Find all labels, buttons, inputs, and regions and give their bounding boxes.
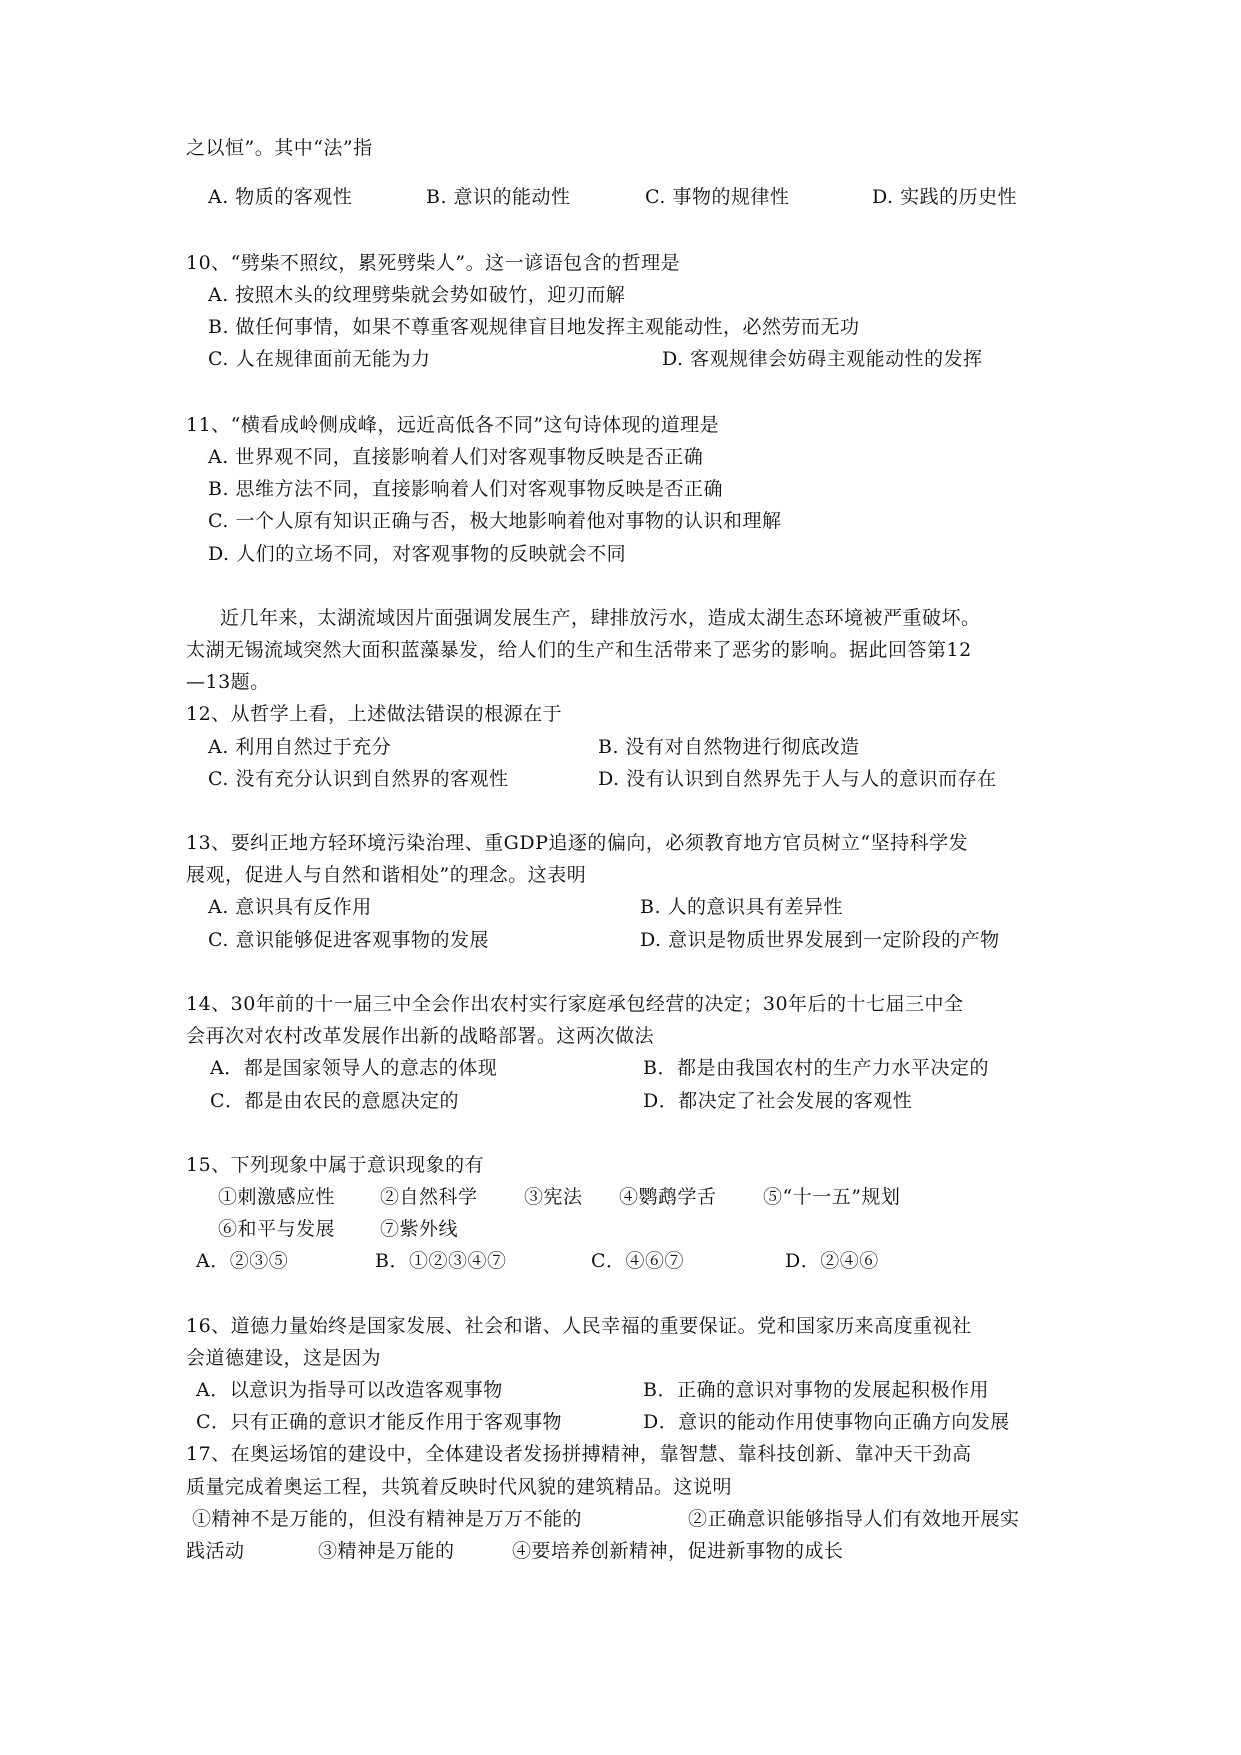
- q15-item-6: ⑥和平与发展: [218, 1218, 336, 1240]
- q16-option-b: B．正确的意识对事物的发展起积极作用: [643, 1379, 989, 1401]
- q10-option-b: B. 做任何事情，如果不尊重客观规律盲目地发挥主观能动性，必然劳而无功: [208, 316, 860, 338]
- q12-stem: 12、从哲学上看，上述做法错误的根源在于: [186, 703, 563, 725]
- q9-option-c: C. 事物的规律性: [645, 186, 790, 208]
- q13-option-d: D. 意识是物质世界发展到一定阶段的产物: [640, 929, 1000, 951]
- q15-item-7: ⑦紫外线: [380, 1218, 459, 1240]
- q14-option-c: C．都是由农民的意愿决定的: [210, 1090, 460, 1112]
- q17-item-1: ①精神不是万能的，但没有精神是万万不能的: [192, 1508, 583, 1530]
- q14-stem-line-2: 会再次对农村改革发展作出新的战略部署。这两次做法: [186, 1025, 655, 1047]
- q15-item-2: ②自然科学: [380, 1186, 478, 1208]
- q16-stem-line-2: 会道德建设，这是因为: [186, 1347, 382, 1369]
- q15-option-c: C．④⑥⑦: [591, 1250, 685, 1272]
- q10-option-c: C. 人在规律面前无能为力: [208, 348, 431, 370]
- q15-option-d: D．②④⑥: [785, 1250, 879, 1272]
- q9-option-b: B. 意识的能动性: [426, 186, 571, 208]
- passage-line-3: —13题。: [186, 671, 270, 693]
- q17-item-2: ②正确意识能够指导人们有效地开展实: [688, 1508, 1020, 1530]
- q17-stem-line-1: 17、在奥运场馆的建设中，全体建设者发扬拼搏精神，靠智慧、靠科技创新、靠冲天干劲高: [186, 1443, 972, 1465]
- q9-option-d: D. 实践的历史性: [872, 186, 1018, 208]
- q12-option-c: C. 没有充分认识到自然界的客观性: [208, 768, 509, 790]
- q10-stem: 10、“劈柴不照纹，累死劈柴人”。这一谚语包含的哲理是: [186, 252, 681, 274]
- q11-option-c: C. 一个人原有知识正确与否，极大地影响着他对事物的认识和理解: [208, 510, 782, 532]
- q16-option-a: A．以意识为指导可以改造客观事物: [196, 1379, 503, 1401]
- q15-stem: 15、下列现象中属于意识现象的有: [186, 1154, 485, 1176]
- q13-stem-line-2: 展观，促进人与自然和谐相处”的理念。这表明: [186, 864, 587, 886]
- q17-item-3: ③精神是万能的: [318, 1540, 455, 1562]
- q15-item-4: ④鹦鹉学舌: [619, 1186, 717, 1208]
- q12-option-d: D. 没有认识到自然界先于人与人的意识而存在: [598, 768, 997, 790]
- q11-option-d: D. 人们的立场不同，对客观事物的反映就会不同: [208, 543, 627, 565]
- q13-option-b: B. 人的意识具有差异性: [640, 896, 844, 918]
- q14-stem-line-1: 14、30年前的十一届三中全会作出农村实行家庭承包经营的决定；30年后的十七届三中全: [186, 993, 964, 1015]
- q13-option-c: C. 意识能够促进客观事物的发展: [208, 929, 489, 951]
- q12-option-b: B. 没有对自然物进行彻底改造: [598, 736, 860, 758]
- q14-option-b: B．都是由我国农村的生产力水平决定的: [643, 1057, 989, 1079]
- q11-option-b: B. 思维方法不同，直接影响着人们对客观事物反映是否正确: [208, 478, 724, 500]
- q13-option-a: A. 意识具有反作用: [208, 896, 372, 918]
- q10-option-d: D. 客观规律会妨碍主观能动性的发挥: [662, 348, 983, 370]
- passage-line-2: 太湖无锡流域突然大面积蓝藻暴发，给人们的生产和生活带来了恶劣的影响。据此回答第12: [186, 639, 972, 661]
- q14-option-d: D．都决定了社会发展的客观性: [643, 1090, 913, 1112]
- q16-stem-line-1: 16、道德力量始终是国家发展、社会和谐、人民幸福的重要保证。党和国家历来高度重视社: [186, 1315, 972, 1337]
- q16-option-c: C．只有正确的意识才能反作用于客观事物: [196, 1411, 563, 1433]
- q15-item-5: ⑤“十一五”规划: [763, 1186, 901, 1208]
- q14-option-a: A．都是国家领导人的意志的体现: [210, 1057, 498, 1079]
- q15-item-3: ③宪法: [524, 1186, 583, 1208]
- q15-option-a: A．②③⑤: [196, 1250, 289, 1272]
- q11-option-a: A. 世界观不同，直接影响着人们对客观事物反映是否正确: [208, 446, 704, 468]
- q13-stem-line-1: 13、要纠正地方轻环境污染治理、重GDP追逐的偏向，必须教育地方官员树立“坚持科学发: [186, 832, 969, 854]
- q11-stem: 11、“横看成岭侧成峰，远近高低各不同”这句诗体现的道理是: [186, 414, 720, 436]
- q10-option-a: A. 按照木头的纹理劈柴就会势如破竹，迎刃而解: [208, 284, 626, 306]
- q15-item-1: ①刺激感应性: [218, 1186, 336, 1208]
- q17-item-4: ④要培养创新精神，促进新事物的成长: [512, 1540, 844, 1562]
- q9-stem: 之以恒”。其中“法”指: [186, 137, 373, 159]
- q17-stem-line-2: 质量完成着奥运工程，共筑着反映时代风貌的建筑精品。这说明: [186, 1476, 733, 1498]
- q17-item-2-cont: 践活动: [186, 1540, 245, 1562]
- q15-option-b: B．①②③④⑦: [375, 1250, 507, 1272]
- q12-option-a: A. 利用自然过于充分: [208, 736, 392, 758]
- passage-line-1: 近几年来，太湖流域因片面强调发展生产，肆排放污水，造成太湖生态环境被严重破坏。: [220, 607, 981, 629]
- q9-option-a: A. 物质的客观性: [208, 186, 353, 208]
- q16-option-d: D．意识的能动作用使事物向正确方向发展: [643, 1411, 1010, 1433]
